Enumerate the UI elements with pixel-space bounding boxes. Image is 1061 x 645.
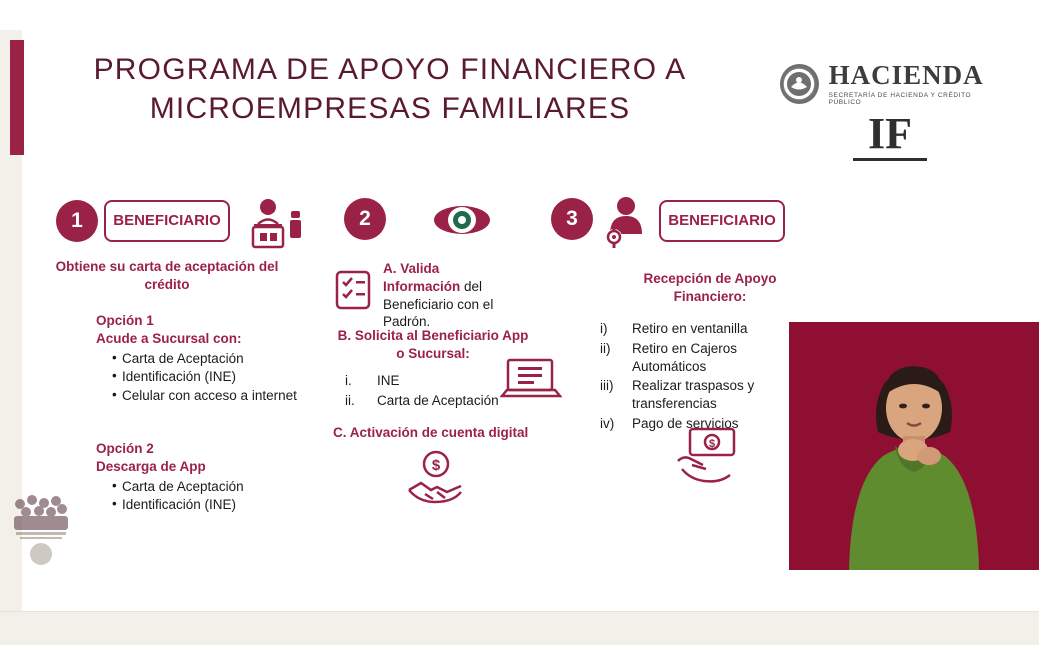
title-accent-bar	[10, 40, 24, 155]
section-a-bold: Información	[383, 278, 461, 294]
sign-language-interpreter-video[interactable]	[789, 322, 1039, 570]
step-1-number: 1	[56, 200, 98, 242]
option-2-title: Opción 2	[96, 441, 154, 456]
government-seal-icon	[780, 64, 819, 104]
step-3-number: 3	[551, 198, 593, 240]
section-c-label: C. Activación de cuenta digital	[333, 425, 529, 440]
logo-monogram: IF	[868, 109, 912, 158]
section-a-label: A. Valida	[383, 261, 440, 276]
list-item: iv) Pago de servicios	[600, 416, 739, 432]
list-item: i. INE	[345, 373, 400, 388]
list-item: • Identificación (INE)	[112, 496, 306, 514]
step-3-heading-line-1: Recepción de Apoyo	[643, 271, 777, 286]
list-item: • Identificación (INE)	[112, 368, 306, 386]
handshake-money-icon	[403, 450, 469, 512]
person-settings-icon	[600, 196, 652, 248]
eye-institution-icon	[432, 200, 492, 240]
bottom-decorative-strip	[0, 611, 1061, 645]
interpreter-figure	[789, 322, 1039, 570]
left-band-top-spacer	[0, 0, 22, 30]
benefits-list	[600, 320, 800, 433]
option-2-subtitle: Descarga de App	[96, 458, 206, 474]
hand-holding-money-icon	[672, 425, 742, 487]
svg-text:$: $	[708, 438, 716, 450]
step-3-pill-label: BENEFICIARIO	[659, 200, 785, 242]
option-1-subtitle: Acude a Sucursal con:	[96, 330, 242, 346]
title-line-1: PROGRAMA DE APOYO FINANCIERO A	[93, 53, 687, 86]
list-item: • Carta de Aceptación	[112, 350, 306, 368]
option-1-title: Opción 1	[96, 313, 154, 328]
option-1-list	[96, 350, 306, 405]
section-b-list	[345, 372, 525, 410]
step-2-section-b-list	[345, 372, 525, 412]
list-item: • Celular con acceso a internet	[112, 387, 306, 405]
title-line-2: MICROEMPRESAS FAMILIARES	[149, 92, 631, 125]
step-1-heading-text: Obtiene su carta de aceptación del crédito	[55, 259, 279, 292]
step-2-number: 2	[344, 198, 386, 240]
step-1-option-2	[96, 440, 306, 515]
option-2-list	[96, 478, 306, 515]
hacienda-logo	[780, 62, 1000, 172]
list-item: ii. Carta de Aceptación	[345, 392, 499, 408]
laptop-document-icon	[500, 355, 562, 403]
national-emblem-watermark	[6, 490, 76, 570]
person-at-counter-icon	[244, 198, 306, 250]
step-3-heading-line-2: Financiero:	[673, 288, 747, 304]
list-item: iii) Realizar traspasos y transferencias	[600, 378, 755, 412]
checklist-document-icon	[333, 268, 373, 312]
bottom-strip-right-spacer	[1039, 611, 1061, 645]
step-3-list	[600, 320, 800, 435]
page-title	[70, 50, 710, 128]
step-3-heading	[600, 270, 820, 306]
step-2-section-c	[333, 424, 533, 442]
section-b-label: B. Solicita al Beneficiario App o Sucursal:	[337, 328, 529, 361]
step-1-heading	[42, 258, 292, 294]
list-item: • Carta de Aceptación	[112, 478, 306, 496]
logo-monogram-bar	[853, 158, 927, 161]
section-a-normal: del Beneficiario con el Padrón.	[383, 278, 494, 330]
step-2-section-a	[383, 260, 533, 331]
list-item: i) Retiro en ventanilla	[600, 321, 748, 336]
step-1-option-1	[96, 312, 306, 406]
logo-subtitle: SECRETARÍA DE HACIENDA Y CRÉDITO PÚBLICO	[828, 92, 972, 106]
list-item: ii) Retiro en Cajeros Automáticos	[600, 340, 738, 374]
logo-title: HACIENDA	[828, 60, 984, 90]
svg-text:$: $	[431, 457, 441, 474]
step-1-pill-label: BENEFICIARIO	[104, 200, 230, 242]
